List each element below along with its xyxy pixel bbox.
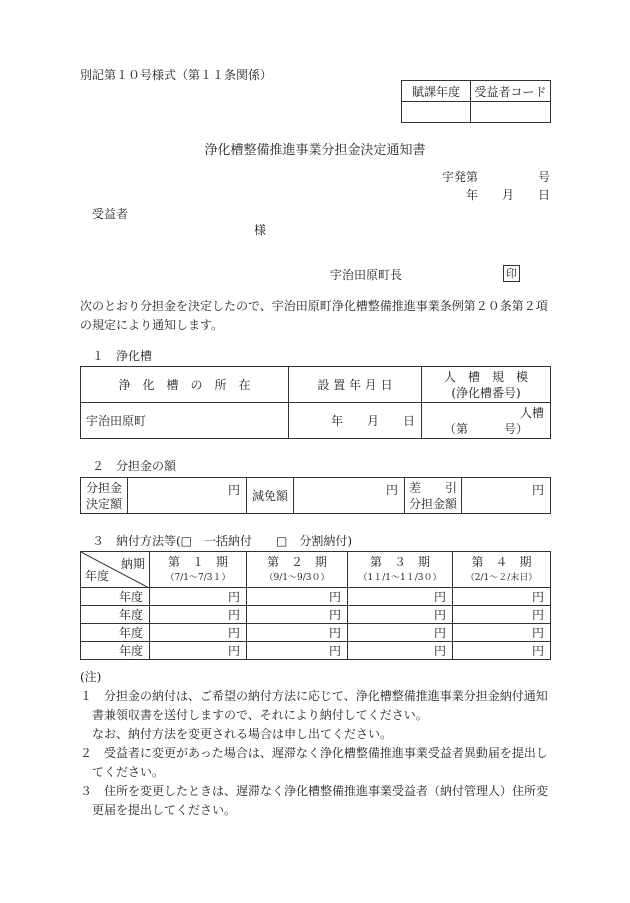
row-cell: 円 bbox=[247, 624, 348, 642]
label-net-amount bbox=[405, 478, 462, 514]
note-2-line2: てください。 bbox=[80, 765, 165, 779]
note-3-line2: 更届を提出してください。 bbox=[80, 803, 237, 817]
label-decided-amount-line1: 分担金 bbox=[85, 480, 122, 495]
note-3-line1: ３ 住所を変更したときは、遅滞なく浄化槽整備推進事業受益者（納付管理人）住所変 bbox=[80, 784, 549, 798]
code-box-beneficiary-code-label: 受益者コード bbox=[471, 81, 551, 102]
net-amount-value: 円 bbox=[462, 478, 551, 514]
code-box-beneficiary-code-value bbox=[471, 102, 551, 123]
form-id: 別記第１０号様式（第１１条関係） bbox=[80, 68, 273, 82]
row-year-label: 年度 bbox=[81, 642, 150, 660]
label-net-amount-line2: 分担金額 bbox=[408, 496, 457, 511]
issuer-name: 宇治田原町長 bbox=[330, 268, 403, 282]
header-install-date: 設 置 年 月 日 bbox=[289, 367, 422, 403]
note-1-line2: 書兼領収書を送付しますので、それにより納付してください。 bbox=[80, 708, 428, 722]
period-2-name: 第 ２ 期 bbox=[266, 554, 327, 569]
period-3-name: 第 ３ 期 bbox=[369, 554, 430, 569]
location-value: 宇治田原町 bbox=[81, 403, 289, 439]
header-location: 浄 化 槽 の 所 在 bbox=[81, 367, 289, 403]
row-cell: 円 bbox=[348, 606, 453, 624]
row-cell: 円 bbox=[453, 588, 551, 606]
row-cell: 円 bbox=[150, 642, 247, 660]
row-cell: 円 bbox=[348, 588, 453, 606]
recipient-label: 受益者 bbox=[92, 207, 129, 221]
row-cell: 円 bbox=[247, 606, 348, 624]
label-decided-amount bbox=[81, 478, 128, 514]
table-row bbox=[81, 624, 551, 642]
issuance-date: 年 月 日 bbox=[465, 188, 550, 202]
row-cell: 円 bbox=[453, 624, 551, 642]
row-year-label: 年度 bbox=[81, 588, 150, 606]
body-text-line2: の規定により通知します。 bbox=[80, 318, 224, 332]
row-year-label: 年度 bbox=[81, 606, 150, 624]
section1-title: １ 浄化槽 bbox=[92, 349, 153, 363]
row-cell: 円 bbox=[348, 642, 453, 660]
period-4-name: 第 ４ 期 bbox=[471, 554, 532, 569]
row-cell: 円 bbox=[247, 588, 348, 606]
notes bbox=[80, 668, 555, 820]
period-3-range: （1１/1～1１/3０） bbox=[358, 572, 442, 583]
capacity-value-line2: （第 号） bbox=[443, 421, 528, 436]
code-box-fiscal-year-value bbox=[402, 102, 471, 123]
header-capacity-line2: (浄化槽番号) bbox=[451, 385, 521, 400]
period-1-name: 第 １ 期 bbox=[167, 554, 228, 569]
corner-cell bbox=[81, 552, 150, 588]
row-cell: 円 bbox=[453, 606, 551, 624]
period-2-range: （9/1～9/3０） bbox=[264, 572, 330, 583]
code-box bbox=[401, 80, 551, 123]
header-capacity bbox=[422, 367, 551, 403]
corner-year-label: 年度 bbox=[85, 569, 110, 583]
note-1-line1: １ 分担金の納付は、ご希望の納付方法に応じて、浄化槽整備推進事業分担金納付通知 bbox=[80, 689, 548, 703]
period-header-3 bbox=[348, 552, 453, 588]
code-box-fiscal-year-label: 賦課年度 bbox=[402, 81, 471, 102]
note-2-line1: ２ 受益者に変更があった場合は、遅滞なく浄化槽整備推進事業受益者異動届を提出し bbox=[80, 746, 548, 760]
period-header-2 bbox=[247, 552, 348, 588]
doc-title: 浄化槽整備推進事業分担金決定通知書 bbox=[204, 143, 426, 158]
capacity-value-line1: 人槽 bbox=[519, 405, 544, 420]
period-header-4 bbox=[453, 552, 551, 588]
install-date-value: 年 月 日 bbox=[289, 403, 422, 439]
label-exemption-amount: 減免額 bbox=[247, 478, 294, 514]
table-row bbox=[81, 588, 551, 606]
amount-table bbox=[80, 477, 551, 514]
table-row bbox=[81, 642, 551, 660]
period-1-range: （7/1～7/3１） bbox=[165, 572, 231, 583]
decided-amount-value: 円 bbox=[128, 478, 247, 514]
row-cell: 円 bbox=[453, 642, 551, 660]
body-text-line1: 次のとおり分担金を決定したので、宇治田原町浄化槽整備推進事業条例第２０条第２項 bbox=[80, 299, 548, 313]
header-capacity-line1: 人 槽 規 模 bbox=[443, 369, 528, 384]
table-row bbox=[81, 606, 551, 624]
label-net-amount-line1: 差 引 bbox=[408, 480, 457, 495]
septic-tank-table bbox=[80, 366, 551, 439]
period-4-range: （2/1～２/末日） bbox=[465, 572, 538, 583]
row-cell: 円 bbox=[150, 588, 247, 606]
section3-title: ３ 納付方法等(□ 一括納付 □ 分割納付) bbox=[92, 534, 353, 548]
period-header-1 bbox=[150, 552, 247, 588]
exemption-amount-value: 円 bbox=[294, 478, 405, 514]
row-cell: 円 bbox=[150, 624, 247, 642]
seal-mark: 印 bbox=[503, 265, 520, 282]
payment-schedule-table bbox=[80, 551, 551, 660]
notes-heading: (注) bbox=[80, 670, 102, 684]
label-decided-amount-line2: 決定額 bbox=[85, 496, 122, 511]
row-year-label: 年度 bbox=[81, 624, 150, 642]
corner-period-label: 納期 bbox=[120, 557, 145, 571]
section2-title: ２ 分担金の額 bbox=[92, 459, 177, 473]
row-cell: 円 bbox=[247, 642, 348, 660]
note-1-line3: なお、納付方法を変更される場合は申し出てください。 bbox=[80, 727, 393, 741]
row-cell: 円 bbox=[150, 606, 247, 624]
issuance-number: 宇発第 号 bbox=[441, 170, 550, 184]
capacity-value bbox=[422, 403, 551, 439]
recipient-honorific: 様 bbox=[254, 223, 267, 237]
row-cell: 円 bbox=[348, 624, 453, 642]
